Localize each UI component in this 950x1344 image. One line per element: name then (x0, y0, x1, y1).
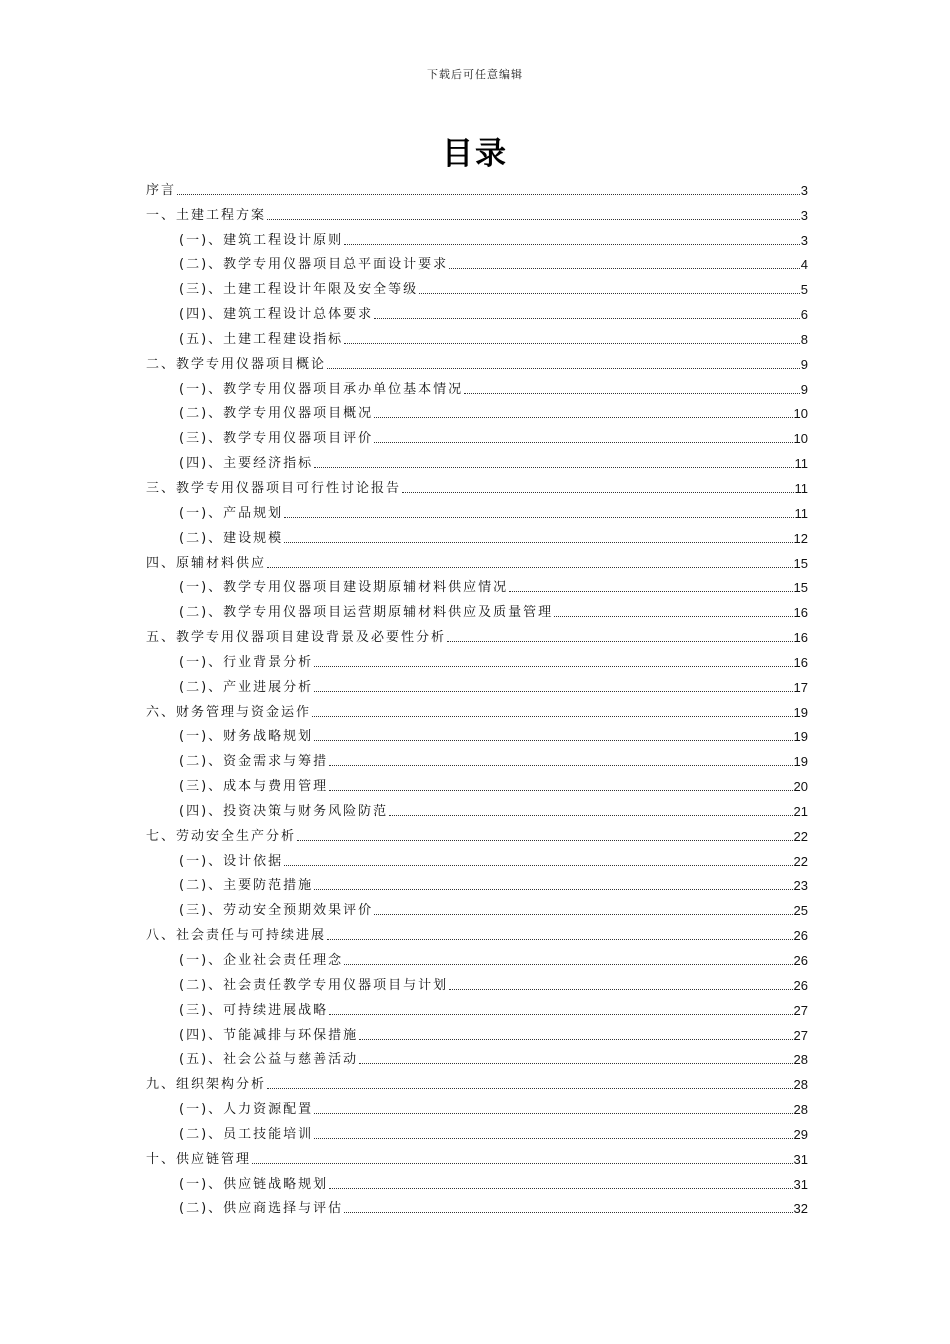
toc-entry[interactable] (146, 424, 808, 449)
toc-entry-text: (一)、建筑工程设计原则 (179, 232, 344, 248)
toc-entry-text: (四)、建筑工程设计总体要求 (179, 307, 374, 323)
toc-page-number: 16 (793, 605, 808, 621)
toc-dot-leader (284, 541, 792, 543)
toc-entry-text: 九、组织架构分析 (146, 1077, 267, 1093)
toc-entry-text: (二)、社会责任教学专用仪器项目与计划 (179, 977, 449, 993)
toc-entry[interactable] (146, 474, 808, 499)
toc-entry-text: (二)、教学专用仪器项目运营期原辅材料供应及质量管理 (179, 605, 554, 621)
toc-page-number: 15 (793, 580, 808, 596)
toc-entry-text: (二)、教学专用仪器项目总平面设计要求 (179, 257, 449, 273)
toc-entry[interactable] (146, 499, 808, 524)
toc-entry-text: 二、教学专用仪器项目概论 (146, 356, 327, 372)
toc-entry[interactable] (146, 896, 808, 921)
toc-entry-text: (一)、设计依据 (179, 853, 284, 869)
toc-page-number: 6 (800, 307, 808, 323)
toc-entry-text: (三)、教学专用仪器项目评价 (179, 431, 374, 447)
toc-entry-text: (三)、可持续进展战略 (179, 1002, 329, 1018)
toc-dot-leader (312, 715, 793, 717)
toc-page-number: 22 (793, 853, 808, 869)
toc-entry[interactable] (146, 350, 808, 375)
toc-page-number: 19 (793, 729, 808, 745)
toc-entry[interactable] (146, 1145, 808, 1170)
toc-entry[interactable] (146, 549, 808, 574)
toc-page-number: 10 (793, 431, 808, 447)
toc-entry[interactable] (146, 574, 808, 599)
toc-page-number: 9 (800, 381, 808, 397)
toc-page-number: 21 (793, 803, 808, 819)
toc-entry[interactable] (146, 623, 808, 648)
toc-dot-leader (267, 1087, 793, 1089)
toc-entry[interactable] (146, 1195, 808, 1220)
toc-dot-leader (359, 1062, 792, 1064)
toc-entry-text: (二)、主要防范措施 (179, 878, 314, 894)
toc-page-number: 22 (793, 828, 808, 844)
toc-entry-text: (五)、社会公益与慈善活动 (179, 1052, 359, 1068)
toc-page-number: 26 (793, 928, 808, 944)
toc-page-number: 17 (793, 679, 808, 695)
toc-page-number: 5 (800, 282, 808, 298)
toc-dot-leader (449, 267, 800, 269)
toc-entry-text: (三)、劳动安全预期效果评价 (179, 903, 374, 919)
toc-page-number: 19 (793, 754, 808, 770)
toc-page-number: 28 (793, 1102, 808, 1118)
toc-entry[interactable] (146, 1120, 808, 1145)
toc-entry[interactable] (146, 673, 808, 698)
toc-page-number: 31 (793, 1176, 808, 1192)
toc-page-number: 3 (800, 182, 808, 198)
toc-entry[interactable] (146, 1170, 808, 1195)
toc-entry[interactable] (146, 226, 808, 251)
toc-entry-text: 四、原辅材料供应 (146, 555, 267, 571)
toc-dot-leader (374, 441, 792, 443)
toc-dot-leader (449, 988, 792, 990)
toc-dot-leader (344, 1211, 792, 1213)
toc-entry[interactable] (146, 1021, 808, 1046)
toc-entry[interactable] (146, 872, 808, 897)
toc-dot-leader (314, 1112, 792, 1114)
toc-entry-text: (三)、成本与费用管理 (179, 779, 329, 795)
toc-entry[interactable] (146, 772, 808, 797)
toc-page-number: 28 (793, 1077, 808, 1093)
toc-page-number: 29 (793, 1126, 808, 1142)
toc-dot-leader (267, 566, 793, 568)
toc-entry[interactable] (146, 747, 808, 772)
toc-dot-leader (554, 615, 792, 617)
toc-entry[interactable] (146, 698, 808, 723)
toc-entry-text: (一)、财务战略规划 (179, 729, 314, 745)
toc-entry[interactable] (146, 300, 808, 325)
toc-entry[interactable] (146, 1070, 808, 1095)
toc-entry-text: 八、社会责任与可持续进展 (146, 928, 327, 944)
toc-page-number: 15 (793, 555, 808, 571)
toc-page-number: 3 (800, 232, 808, 248)
toc-entry-text: (二)、建设规模 (179, 530, 284, 546)
toc-dot-leader (344, 963, 792, 965)
toc-dot-leader (509, 590, 792, 592)
toc-entry-text: (四)、节能减排与环保措施 (179, 1027, 359, 1043)
toc-dot-leader (374, 913, 792, 915)
toc-page-number: 31 (793, 1151, 808, 1167)
toc-dot-leader (329, 1013, 792, 1015)
toc-dot-leader (314, 466, 793, 468)
toc-list (146, 176, 808, 1219)
toc-dot-leader (284, 516, 793, 518)
toc-entry[interactable] (146, 275, 808, 300)
toc-entry-text: 七、劳动安全生产分析 (146, 828, 297, 844)
toc-page-number: 32 (793, 1201, 808, 1217)
toc-entry[interactable] (146, 325, 808, 350)
toc-dot-leader (177, 193, 800, 195)
toc-page-number: 26 (793, 977, 808, 993)
toc-entry-text: (一)、产品规划 (179, 505, 284, 521)
toc-entry-text: 五、教学专用仪器项目建设背景及必要性分析 (146, 630, 447, 646)
toc-entry-text: 六、财务管理与资金运作 (146, 704, 312, 720)
toc-page-number: 25 (793, 903, 808, 919)
toc-page-number: 11 (794, 456, 808, 472)
toc-dot-leader (419, 292, 800, 294)
toc-entry[interactable] (146, 971, 808, 996)
toc-entry-text: (二)、供应商选择与评估 (179, 1201, 344, 1217)
toc-page-number: 11 (794, 505, 808, 521)
toc-entry[interactable] (146, 648, 808, 673)
toc-entry[interactable] (146, 1046, 808, 1071)
toc-dot-leader (314, 1137, 792, 1139)
toc-entry-text: (二)、产业进展分析 (179, 679, 314, 695)
toc-page-number: 27 (793, 1027, 808, 1043)
toc-entry[interactable] (146, 822, 808, 847)
toc-page-number: 11 (794, 480, 808, 496)
toc-dot-leader (447, 640, 793, 642)
toc-dot-leader (344, 342, 800, 344)
toc-entry-text: (二)、员工技能培训 (179, 1126, 314, 1142)
toc-entry-text: (三)、土建工程设计年限及安全等级 (179, 282, 419, 298)
toc-page-number: 10 (793, 406, 808, 422)
page-title: 目录 (442, 136, 508, 172)
toc-page-number: 26 (793, 953, 808, 968)
toc-entry[interactable] (146, 176, 808, 201)
toc-dot-leader (327, 938, 793, 940)
toc-dot-leader (314, 739, 792, 741)
toc-entry[interactable] (146, 400, 808, 425)
toc-dot-leader (329, 764, 792, 766)
toc-page-number: 27 (793, 1002, 808, 1018)
toc-dot-leader (329, 789, 792, 791)
toc-entry[interactable] (146, 251, 808, 276)
toc-dot-leader (327, 367, 800, 369)
toc-dot-leader (314, 888, 792, 890)
toc-entry-text: 序言 (146, 182, 177, 198)
toc-entry[interactable] (146, 797, 808, 822)
toc-dot-leader (297, 839, 793, 841)
toc-entry-text: (二)、教学专用仪器项目概况 (179, 406, 374, 422)
toc-entry[interactable] (146, 524, 808, 549)
toc-entry[interactable] (146, 375, 808, 400)
toc-dot-leader (389, 814, 792, 816)
toc-entry-text: (一)、人力资源配置 (179, 1102, 314, 1118)
toc-entry[interactable] (146, 996, 808, 1021)
toc-page-number: 28 (793, 1052, 808, 1068)
toc-dot-leader (344, 243, 800, 245)
toc-entry[interactable] (146, 847, 808, 872)
toc-entry-text: (四)、投资决策与财务风险防范 (179, 803, 389, 819)
toc-page-number: 4 (800, 257, 808, 273)
toc-entry-text: 十、供应链管理 (146, 1151, 252, 1167)
toc-entry[interactable] (146, 598, 808, 623)
toc-entry-text: (二)、资金需求与筹措 (179, 754, 329, 770)
toc-dot-leader (464, 392, 800, 394)
toc-page-number: 16 (793, 654, 808, 670)
toc-entry-text: 三、教学专用仪器项目可行性讨论报告 (146, 480, 402, 496)
toc-entry-text: (一)、企业社会责任理念 (179, 953, 344, 968)
toc-page-number: 16 (793, 630, 808, 646)
toc-entry-text: (一)、教学专用仪器项目承办单位基本情况 (179, 381, 464, 397)
toc-entry-text: (四)、主要经济指标 (179, 456, 314, 472)
toc-entry[interactable] (146, 201, 808, 226)
toc-entry-text: (一)、供应链战略规划 (179, 1176, 329, 1192)
toc-entry[interactable] (146, 723, 808, 748)
toc-dot-leader (284, 864, 792, 866)
toc-entry-text: 一、土建工程方案 (146, 207, 267, 223)
toc-entry-text: (五)、土建工程建设指标 (179, 331, 344, 347)
toc-page-number: 8 (800, 331, 808, 347)
toc-dot-leader (252, 1162, 793, 1164)
toc-page-number: 3 (800, 207, 808, 223)
toc-entry[interactable] (146, 1095, 808, 1120)
toc-dot-leader (314, 665, 792, 667)
toc-dot-leader (359, 1038, 792, 1040)
toc-entry[interactable] (146, 946, 808, 971)
toc-page-number: 12 (793, 530, 808, 546)
toc-dot-leader (267, 218, 800, 220)
toc-entry[interactable] (146, 449, 808, 474)
toc-entry-text: (一)、教学专用仪器项目建设期原辅材料供应情况 (179, 580, 509, 596)
toc-page-number: 19 (793, 704, 808, 720)
toc-page-number: 20 (793, 779, 808, 795)
header-note: 下载后可任意编辑 (427, 68, 523, 81)
toc-entry-text: (一)、行业背景分析 (179, 654, 314, 670)
toc-page-number: 9 (800, 356, 808, 372)
toc-dot-leader (314, 690, 792, 692)
toc-dot-leader (329, 1187, 792, 1189)
toc-dot-leader (402, 491, 793, 493)
toc-dot-leader (374, 317, 800, 319)
toc-page-number: 23 (793, 878, 808, 894)
toc-dot-leader (374, 416, 792, 418)
toc-entry[interactable] (146, 921, 808, 946)
